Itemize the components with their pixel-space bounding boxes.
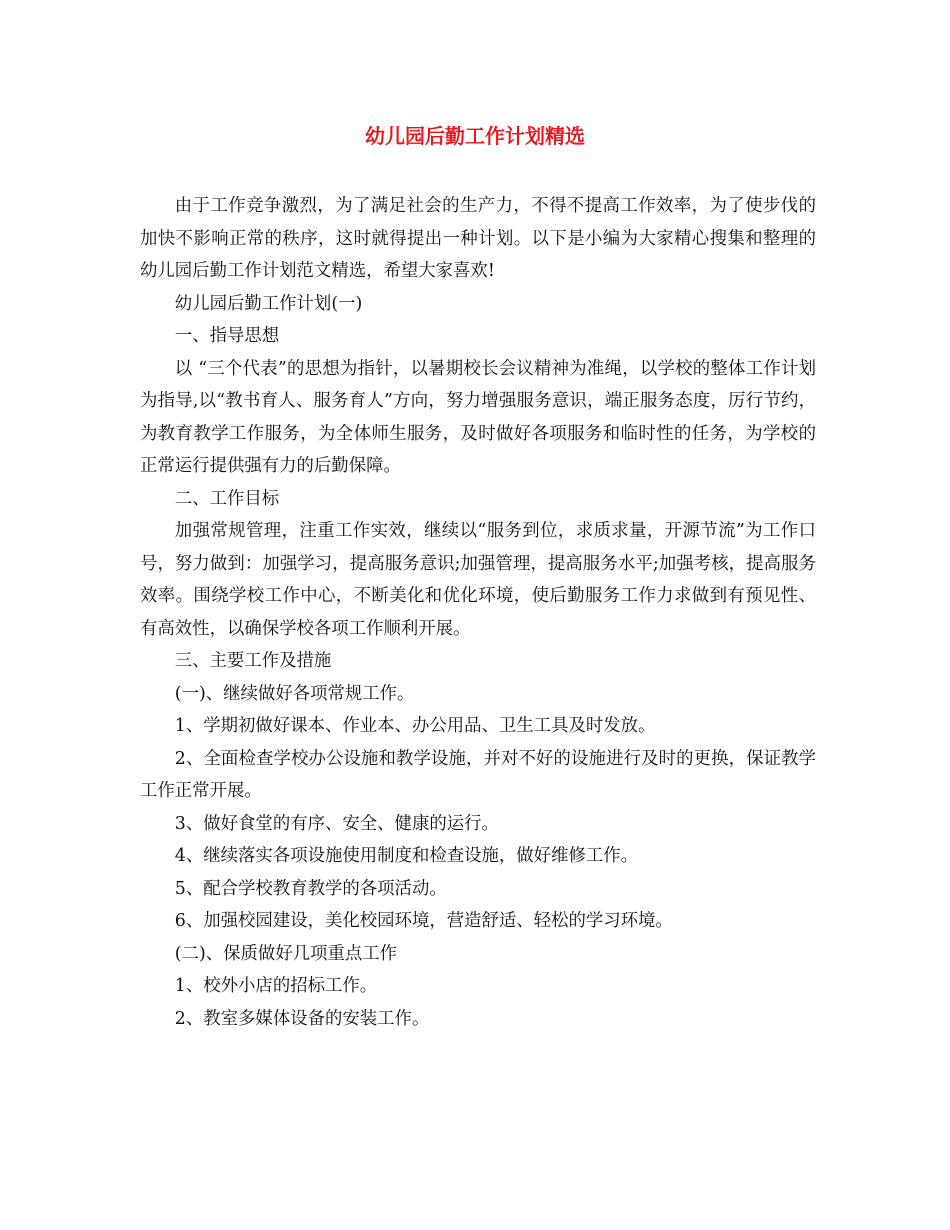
section-heading-main-work: 三、主要工作及措施 — [174, 651, 332, 671]
subsection-heading-key-work: (二)、保质做好几项重点工作 — [174, 943, 398, 964]
paragraph-plan-heading: 幼儿园后勤工作计划(一) — [174, 293, 363, 314]
list-item: 2、教室多媒体设备的安装工作。 — [174, 1008, 430, 1029]
list-item: 3、做好食堂的有序、安全、健康的运行。 — [174, 813, 499, 834]
paragraph-intro: 由于工作竞争激烈，为了满足社会的生产力，不得不提高工作效率，为了使步伐的加快不影响正常的秩序，这时就得提出一种计划。以下是小编为大家精心搜集和整理的幼儿园后勤工作计划范文精选，希望大家喜欢! — [140, 196, 816, 281]
list-item: 5、配合学校教育教学的各项活动。 — [174, 878, 447, 899]
list-item: 6、加强校园建设，美化校园环境，营造舒适、轻松的学习环境。 — [174, 911, 673, 931]
paragraph-guiding-ideology: 以 “三个代表”的思想为指针，以暑期校长会议精神为准绳，以学校的整体工作计划为指导,以“教书育人、服务育人”方向，努力增强服务意识，端正服务态度，厉行节约，为教育教学工作服务，为全体师生服务，及时做好各项服务和临时性的任务，为学校的正常运行提供强有力的后勤保障。 — [140, 358, 816, 476]
document-title: 幼儿园后勤工作计划精选 — [365, 124, 585, 148]
list-item: 4、继续落实各项设施使用制度和检查设施，做好维修工作。 — [174, 846, 639, 866]
list-item: 2、全面检查学校办公设施和教学设施，并对不好的设施进行及时的更换，保证教学工作正常开展。 — [140, 748, 816, 801]
section-heading-work-goals: 二、工作目标 — [174, 488, 280, 509]
list-item: 1、校外小店的招标工作。 — [174, 976, 378, 996]
document-body — [140, 190, 816, 1035]
subsection-heading-routine-work: (一)、继续做好各项常规工作。 — [174, 683, 415, 704]
list-item: 1、学期初做好课本、作业本、办公用品、卫生工具及时发放。 — [174, 716, 656, 736]
section-heading-guiding-ideology: 一、指导思想 — [174, 326, 280, 346]
paragraph-work-goals: 加强常规管理，注重工作实效，继续以“服务到位，求质求量，开源节流”为工作口号，努力做到：加强学习，提高服务意识;加强管理，提高服务水平;加强考核，提高服务效率。围绕学校工作中心，不断美化和优化环境，使后勤服务工作力求做到有预见性、有高效性，以确保学校各项工作顺利开展。 — [140, 521, 816, 639]
